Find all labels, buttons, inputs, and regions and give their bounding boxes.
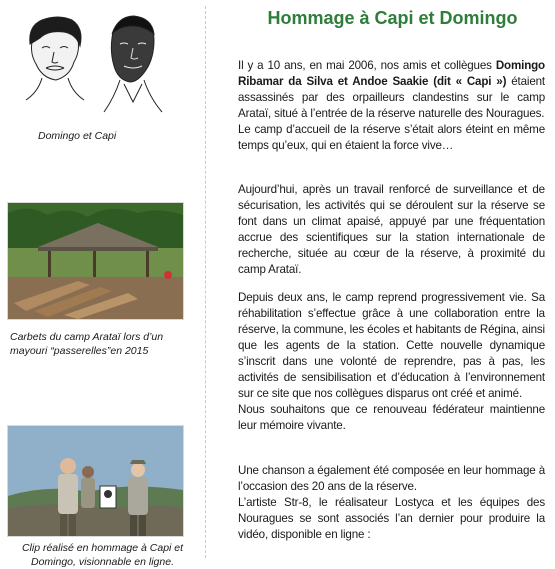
paragraph-1-text-end: étaient assassinés par des orpailleurs clandestins sur le camp Arataï, situé à l’entrée de la réserve naturelle des Nouragues. [238, 75, 545, 120]
sidebar-column [0, 0, 200, 566]
clip-photo [7, 425, 184, 537]
portrait-sketches-image [12, 12, 172, 124]
carbets-photo [7, 202, 184, 320]
paragraph-4 [238, 463, 545, 543]
article-column [238, 0, 547, 566]
column-divider [205, 6, 206, 558]
paragraph-2 [238, 182, 545, 278]
paragraph-1-line2: Le camp d’accueil de la réserve s’était alors éteint en même temps qu’eux, qui en étaient la force vive… [238, 123, 545, 152]
paragraph-2-text: Aujourd’hui, après un travail renforcé de surveillance et de sécurisation, les activités qui se déroulent sur la réserve se font dans un climat apaisé, appuyé par une fréquentation accrue des scientifiques sur la station internationale de recherche, située au cœur de la réserve, à proximité du camp Arataï. [238, 183, 545, 276]
paragraph-3-line2: Nous souhaitons que ce renouveau fédérateur maintienne leur mémoire vivante. [238, 403, 545, 432]
paragraph-4-text: Une chanson a également été composée en leur hommage à l’occasion des 20 ans de la réserve. [238, 464, 545, 493]
article-title: Hommage à Capi et Domingo [267, 8, 518, 28]
carbets-caption: Carbets du camp Arataï lors d’un mayouri “passerelles”en 2015 [10, 331, 164, 357]
clip-caption: Clip réalisé en hommage à Capi et Domingo, visionnable en ligne. [21, 542, 184, 568]
portraits-caption: Domingo et Capi [38, 130, 117, 142]
names-bold: Domingo Ribamar da Silva et Andoe Saakie (dit « Capi ») [238, 59, 545, 88]
domingo-portrait [26, 17, 84, 100]
paragraph-3-text: Depuis deux ans, le camp reprend progressivement vie. Sa réhabilitation s’effectue grâce à une collaboration entre la réserve, la commune, les écoles et habitants de Régina, ainsi que les agents de la station. Cette nouvelle dynamique s’inscrit dans une volonté de reprendre, pas à pas, les activités de sensibilisation et d’éducation à l’environnement sur ce site que nos collègues disparus ont créé et animé. [238, 291, 545, 400]
paragraph-1-text: Il y a 10 ans, en mai 2006, nos amis et collègues [238, 59, 496, 72]
capi-portrait [104, 16, 162, 112]
paragraph-1 [238, 58, 545, 154]
paragraph-4-line2: L’artiste Str-8, le réalisateur Lostyca et les équipes des Nouragues se sont associés l’an dernier pour produire la vidéo, disponible en ligne : [238, 496, 545, 541]
paragraph-3 [238, 290, 545, 434]
